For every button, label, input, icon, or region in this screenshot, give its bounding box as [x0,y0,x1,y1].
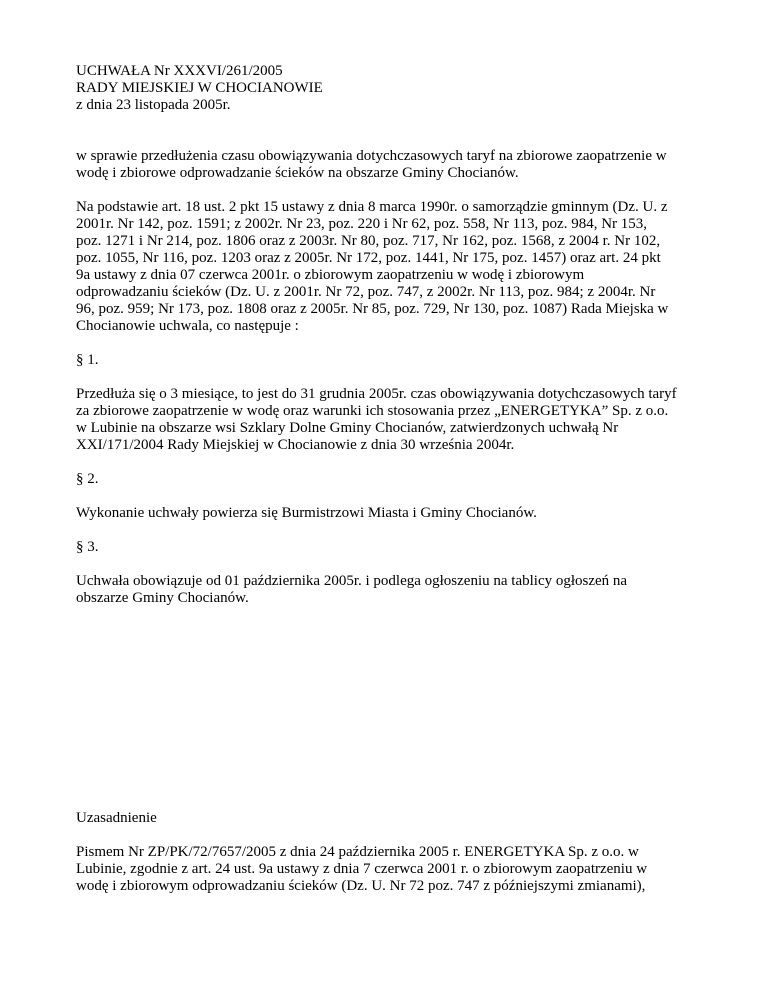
text-line: poz. 1271 i Nr 214, poz. 1806 oraz z 2003r. Nr 80, poz. 717, Nr 162, poz. 1568, z 2004 r. Nr 102, [76,233,661,249]
text-line: Pismem Nr ZP/PK/72/7657/2005 z dnia 24 października 2005 r. ENERGETYKA Sp. z o.o. w [76,844,639,860]
justification-heading: Uzasadnienie [76,810,157,826]
resolution-date: z dnia 23 listopada 2005r. [76,97,231,113]
text-line: obszarze Gminy Chocianów. [76,590,249,606]
text-line: w sprawie przedłużenia czasu obowiązywania dotychczasowych taryf na zbiorowe zaopatrzenie w [76,148,667,164]
text-line: Wykonanie uchwały powierza się Burmistrzowi Miasta i Gminy Chocianów. [76,505,537,521]
blank-space [76,607,706,810]
text-line: XXI/171/2004 Rady Miejskiej w Chocianowie z dnia 30 września 2004r. [76,437,515,453]
resolution-subject [76,148,706,182]
resolution-number: UCHWAŁA Nr XXXVI/261/2005 [76,63,283,79]
section-2-body [76,505,706,522]
section-3-heading: § 3. [76,539,99,555]
text-line: wodę i zbiorowe odprowadzanie ścieków na obszarze Gminy Chocianów. [76,165,519,181]
resolution-header [76,63,706,114]
text-line: 96, poz. 959; Nr 173, poz. 1808 oraz z 2005r. Nr 85, poz. 729, Nr 130, poz. 1087) Rada Miejska w [76,301,669,317]
council-name: RADY MIEJSKIEJ W CHOCIANOWIE [76,80,323,96]
section-1-heading: § 1. [76,352,99,368]
text-line: odprowadzaniu ścieków (Dz. U. z 2001r. Nr 72, poz. 747, z 2002r. Nr 113, poz. 984; z 2004r. Nr [76,284,656,300]
legal-basis-paragraph [76,199,706,335]
justification-body [76,844,706,895]
section-3-body [76,573,706,607]
section-2-heading: § 2. [76,471,99,487]
text-line: 2001r. Nr 142, poz. 1591; z 2002r. Nr 23, poz. 220 i Nr 62, poz. 558, Nr 113, poz. 984, Nr 153, [76,216,648,232]
text-line: 9a ustawy z dnia 07 czerwca 2001r. o zbiorowym zaopatrzeniu w wodę i zbiorowym [76,267,585,283]
section-1-body [76,386,706,454]
text-line: za zbiorowe zaopatrzenie w wodę oraz warunki ich stosowania przez „ENERGETYKA” Sp. z o.o. [76,403,669,419]
text-line: Chocianowie uchwala, co następuje : [76,318,299,334]
text-line: wodę i zbiorowym odprowadzaniu ścieków (Dz. U. Nr 72 poz. 747 z późniejszymi zmianami), [76,878,646,894]
text-line: w Lubinie na obszarze wsi Szklary Dolne Gminy Chocianów, zatwierdzonych uchwałą Nr [76,420,619,436]
text-line: poz. 1055, Nr 116, poz. 1203 oraz z 2005r. Nr 172, poz. 1441, Nr 175, poz. 1457) oraz art. 24 pkt [76,250,661,266]
text-line: Lubinie, zgodnie z art. 24 ust. 9a ustawy z dnia 7 czerwca 2001 r. o zbiorowym zaopatrzeniu w [76,861,648,877]
document-page [76,63,706,895]
text-line: Uchwała obowiązuje od 01 października 2005r. i podlega ogłoszeniu na tablicy ogłoszeń na [76,573,628,589]
text-line: Na podstawie art. 18 ust. 2 pkt 15 ustawy z dnia 8 marca 1990r. o samorządzie gminnym (Dz. U. z [76,199,668,215]
text-line: Przedłuża się o 3 miesiące, to jest do 31 grudnia 2005r. czas obowiązywania dotychczasowych taryf [76,386,677,402]
